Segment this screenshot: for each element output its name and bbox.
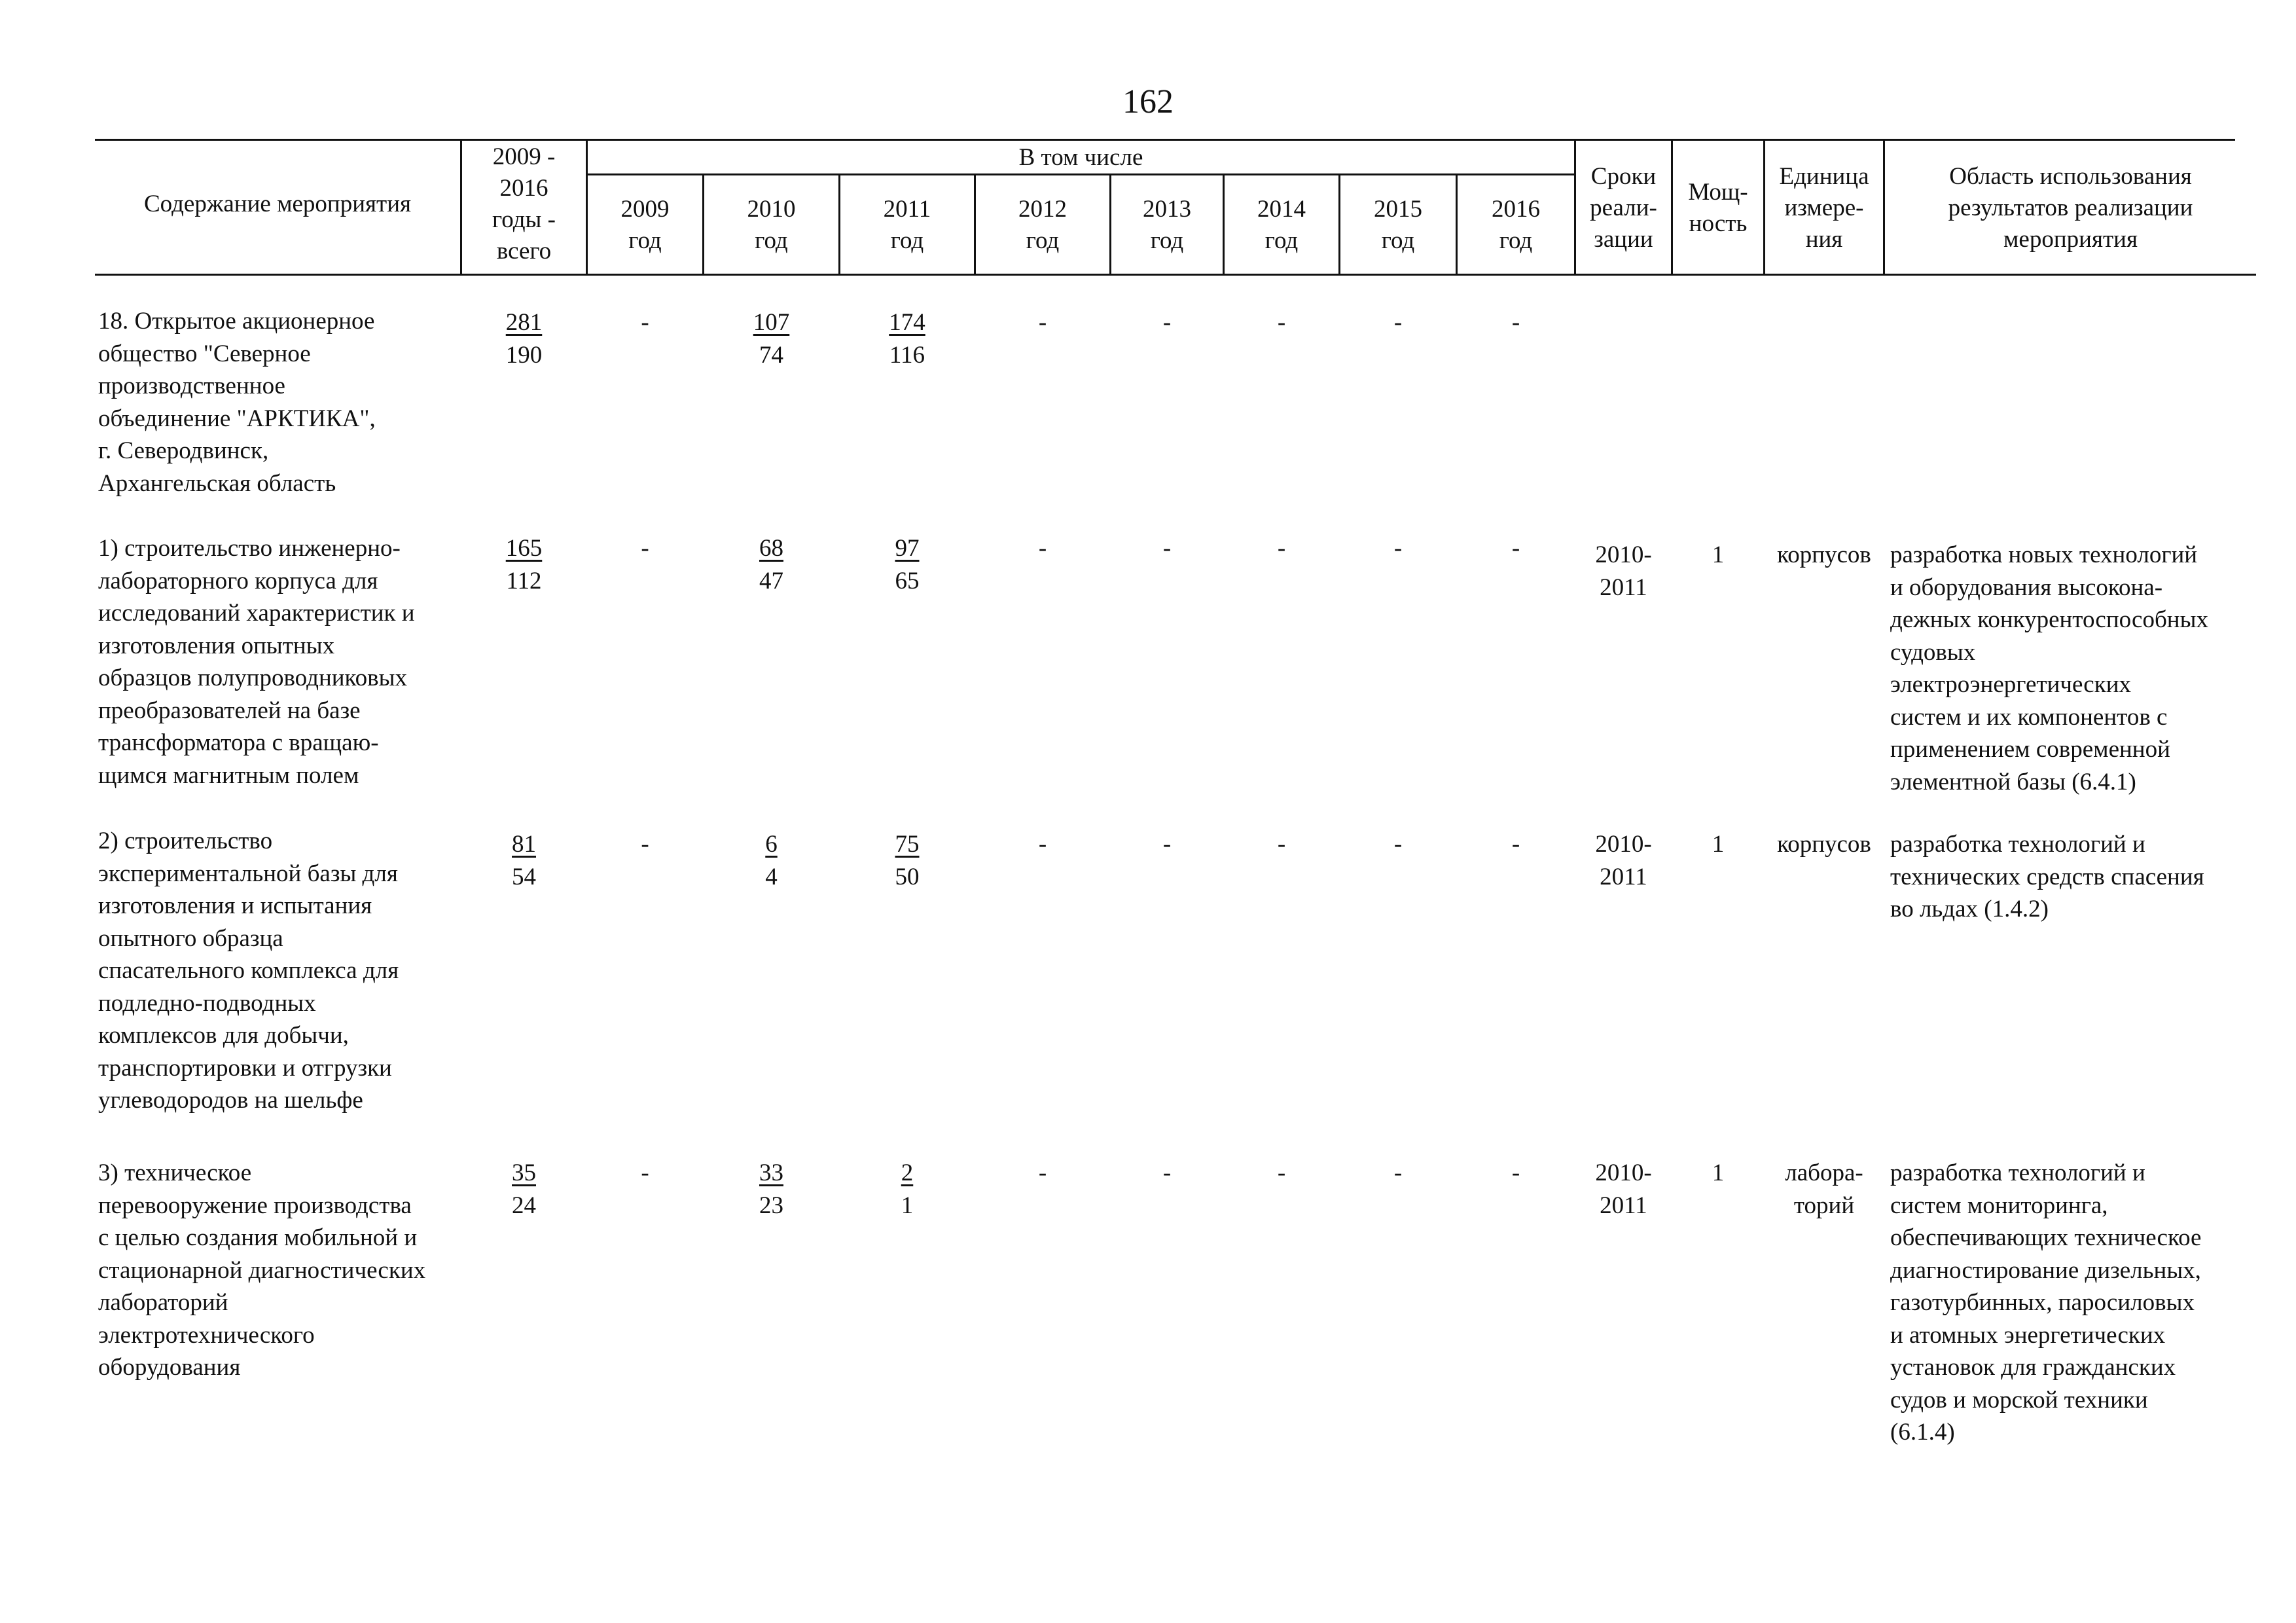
header-total: 2009 - 2016 годы - всего — [492, 143, 556, 264]
row-y2016: - — [1511, 535, 1520, 562]
y2011-value: 97 — [895, 535, 920, 562]
y2011-value-thousand: 116 — [889, 341, 925, 369]
row-y2012: - — [1038, 1159, 1047, 1186]
row-y2014: - — [1277, 1159, 1286, 1186]
row-terms: 2010- 2011 — [1595, 541, 1652, 601]
header-top-rule — [95, 139, 2235, 141]
header-year-2014: 2014 год — [1257, 196, 1306, 254]
row-total — [462, 306, 586, 371]
header-year-2015: 2015 год — [1374, 196, 1422, 254]
row-total — [462, 828, 586, 893]
row-area: разработка новых технологий и оборудования высокона- дежных конкурентоспособных судовых электроэнергетических систем и их компонентов с применением современной элементной базы (6.4.1) — [1890, 541, 2208, 795]
row-area: разработка технологий и систем мониторинга, обеспечивающих техническое диагностирование дизельных, газотурбинных, паросиловых и атомных энергетических установок для гражданских судов и морской техники (6.1.4) — [1890, 1159, 2202, 1446]
row-content: 1) строительство инженерно- лабораторного корпуса для исследований характеристик и изготовления опытных образцов полупроводниковых преобразователей на базе трансформатора с вращаю- щимся магнитным полем — [98, 535, 415, 789]
row-unit: корпусов — [1777, 831, 1871, 858]
page-number: 162 — [1122, 83, 1174, 120]
header-year-2009: 2009 год — [620, 196, 670, 254]
header-year-2016: 2016 год — [1492, 196, 1540, 254]
header-area: Область использования результатов реализации мероприятия — [1948, 163, 2193, 253]
row-y2015: - — [1393, 535, 1403, 562]
row-y2010 — [704, 532, 838, 597]
row-y2016: - — [1511, 1159, 1520, 1186]
total-value: 81 — [512, 831, 536, 858]
header-bottom-rule — [95, 274, 2256, 276]
header-including: В том числе — [1018, 144, 1143, 171]
header-year-2010: 2010 год — [747, 196, 796, 254]
row-capacity: 1 — [1712, 831, 1725, 858]
row-y2015: - — [1393, 309, 1403, 336]
row-y2016: - — [1511, 831, 1520, 858]
total-value-thousand: 54 — [512, 863, 536, 890]
total-value-thousand: 112 — [506, 567, 542, 594]
row-y2011 — [840, 1157, 974, 1222]
y2010-value-thousand: 47 — [759, 567, 783, 594]
y2010-value-thousand: 23 — [759, 1192, 783, 1219]
row-y2014: - — [1277, 831, 1286, 858]
row-y2010 — [704, 306, 838, 371]
row-content: 2) строительство экспериментальной базы для изготовления и испытания опытного образца спасательного комплекса для подледно-подводных комплексов для добычи, транспортировки и отгрузки углеводородов на шельфе — [98, 828, 399, 1114]
header-terms: Сроки реали- зации — [1590, 163, 1657, 253]
total-value: 281 — [505, 309, 543, 336]
header-content: Содержание мероприятия — [143, 191, 412, 217]
y2010-value-thousand: 74 — [759, 341, 783, 369]
subheader-rule — [586, 173, 1574, 175]
y2010-value: 68 — [759, 535, 783, 562]
y2011-value: 75 — [895, 831, 920, 858]
row-y2015: - — [1393, 1159, 1403, 1186]
header-year-2012: 2012 год — [1018, 196, 1067, 254]
row-y2009: - — [641, 1159, 649, 1186]
header-year-2011: 2011 год — [883, 196, 931, 254]
row-terms: 2010- 2011 — [1595, 1159, 1652, 1219]
row-total — [462, 1157, 586, 1222]
row-y2012: - — [1038, 535, 1047, 562]
header-capacity: Мощ- ность — [1688, 179, 1748, 237]
y2011-value-thousand: 1 — [901, 1192, 914, 1219]
row-y2013: - — [1162, 309, 1172, 336]
y2011-value: 2 — [901, 1159, 914, 1186]
y2011-value-thousand: 50 — [895, 863, 920, 890]
y2010-value: 107 — [753, 309, 790, 336]
y2011-value: 174 — [889, 309, 925, 336]
row-y2009: - — [641, 309, 649, 336]
row-y2011 — [840, 828, 974, 893]
total-value-thousand: 190 — [505, 341, 543, 369]
row-content: 18. Открытое акционерное общество "Северное производственное объединение "АРКТИКА", г. Северодвинск, Архангельская область — [98, 308, 376, 497]
row-y2016: - — [1511, 309, 1520, 336]
y2010-value: 6 — [765, 831, 778, 858]
row-y2009: - — [641, 831, 649, 858]
row-y2009: - — [641, 535, 649, 562]
row-capacity: 1 — [1712, 1159, 1725, 1186]
row-y2014: - — [1277, 535, 1286, 562]
total-value: 35 — [512, 1159, 536, 1186]
header-unit: Единица измере- ния — [1779, 163, 1869, 253]
row-y2015: - — [1393, 831, 1403, 858]
row-area: разработка технологий и технических средств спасения во льдах (1.4.2) — [1890, 831, 2204, 922]
row-y2010 — [704, 828, 838, 893]
row-y2011 — [840, 532, 974, 597]
row-y2012: - — [1038, 309, 1047, 336]
row-y2011 — [840, 306, 974, 371]
row-unit: корпусов — [1777, 541, 1871, 568]
total-value: 165 — [505, 535, 543, 562]
row-y2013: - — [1162, 535, 1172, 562]
y2010-value: 33 — [759, 1159, 783, 1186]
row-capacity: 1 — [1712, 541, 1725, 568]
y2011-value-thousand: 65 — [895, 567, 920, 594]
row-y2013: - — [1162, 831, 1172, 858]
row-unit: лабора- торий — [1785, 1159, 1863, 1219]
row-y2013: - — [1162, 1159, 1172, 1186]
header-year-2013: 2013 год — [1143, 196, 1191, 254]
row-y2012: - — [1038, 831, 1047, 858]
row-y2014: - — [1277, 309, 1286, 336]
total-value-thousand: 24 — [512, 1192, 536, 1219]
y2010-value-thousand: 4 — [765, 863, 778, 890]
row-content: 3) техническое перевооружение производства с целью создания мобильной и стационарной диагностических лабораторий электротехнического оборудования — [98, 1159, 426, 1381]
row-terms: 2010- 2011 — [1595, 831, 1652, 890]
row-total — [462, 532, 586, 597]
row-y2010 — [704, 1157, 838, 1222]
